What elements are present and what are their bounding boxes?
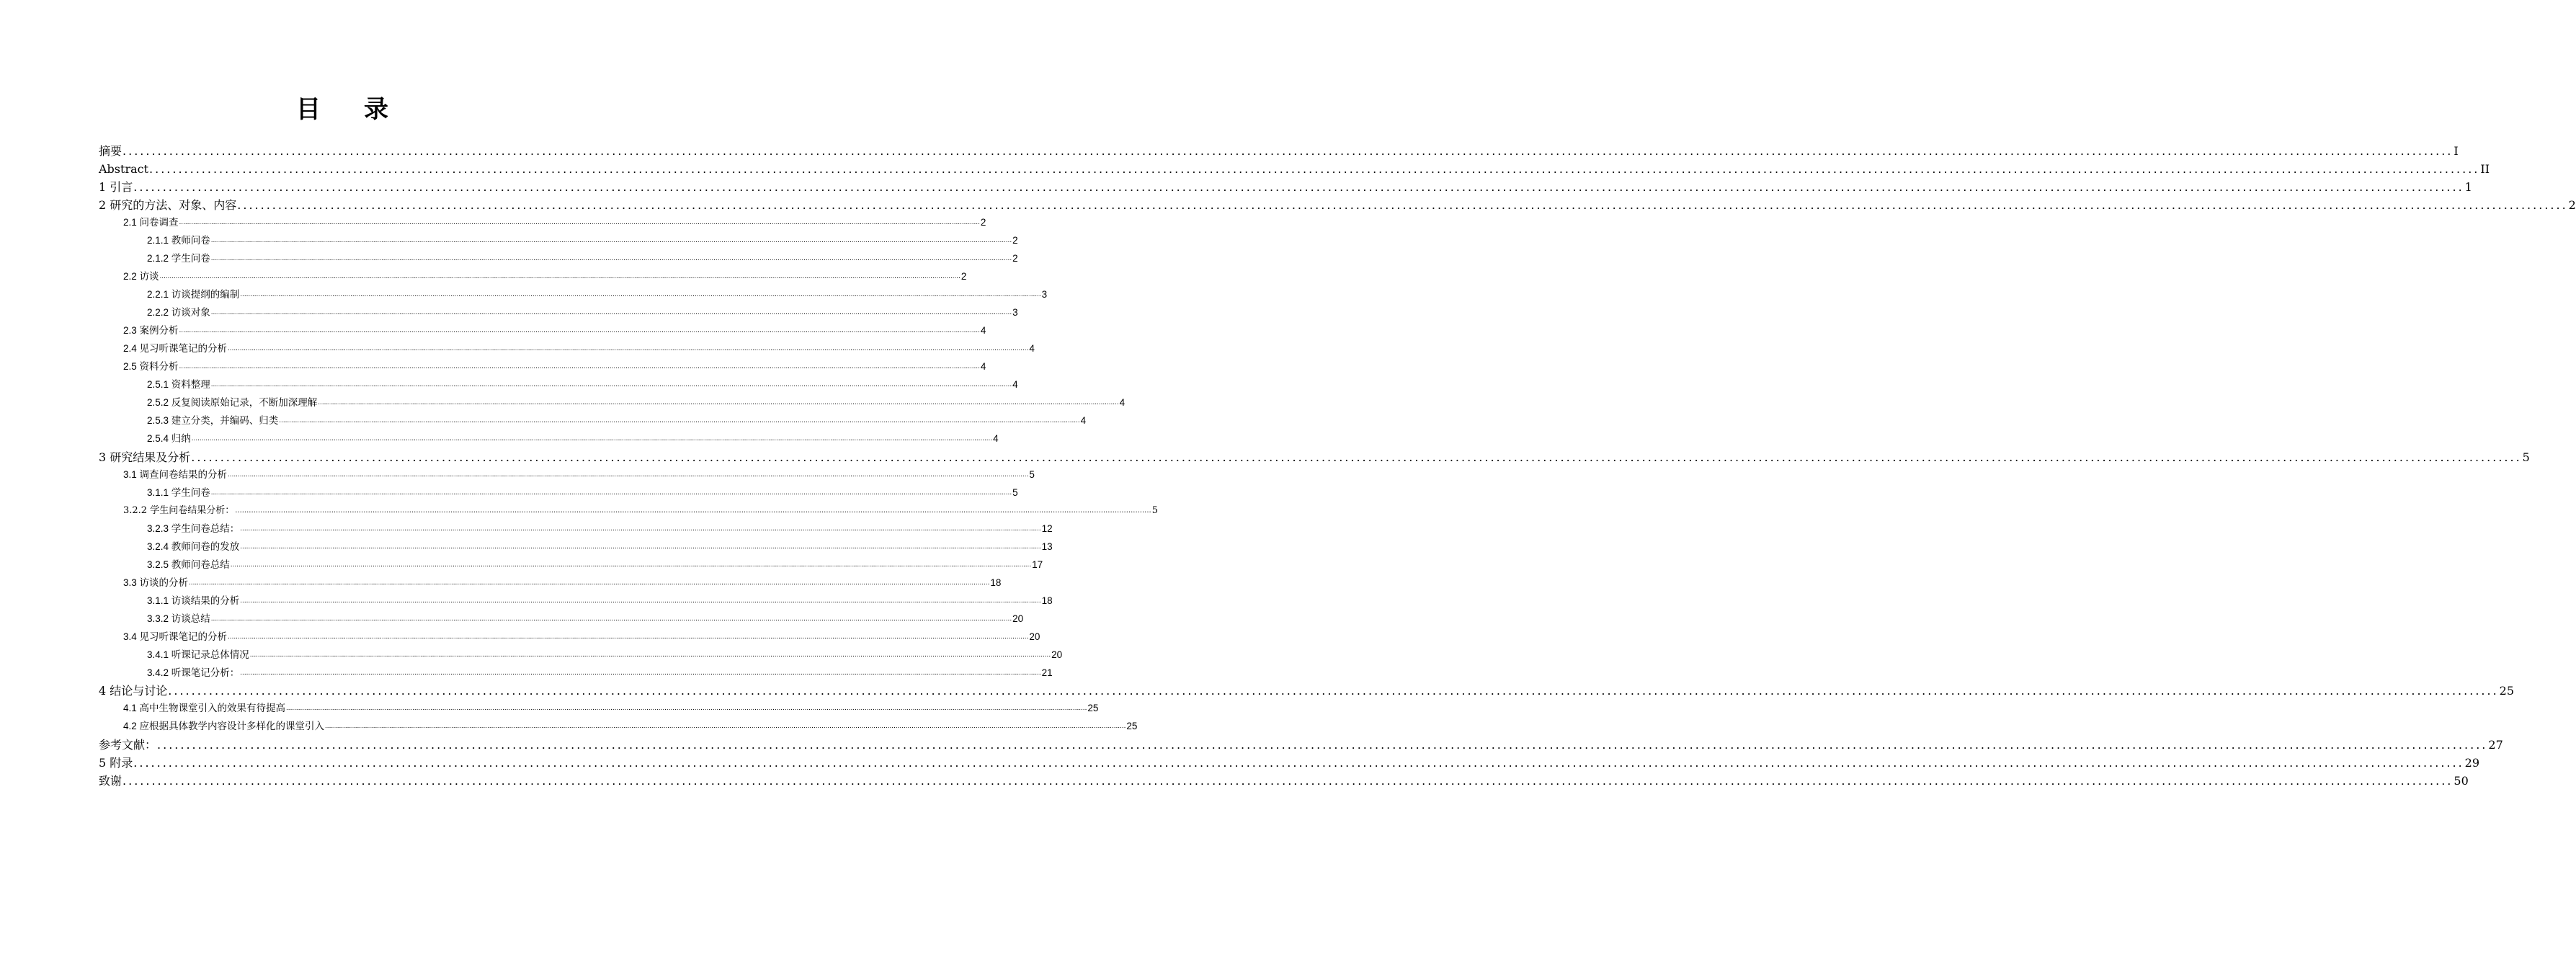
toc-entry[interactable]: 3.2.2 学生问卷结果分析： ................................................................................................................................................................................................................................................................................................................................................................................................................ 5: [123, 505, 1158, 516]
toc-entry[interactable]: 参考文献： ................................................................................................................................................................................................................................................................................................................................................................................................................ 27: [99, 738, 2503, 752]
toc-entry[interactable]: 3.4.2 听课笔记分析： ................................................................................................................................................................................................................................................................................................................................................................................................................ 21: [147, 667, 1053, 678]
page-title: [0, 89, 685, 125]
title-char-1: 目: [296, 95, 321, 124]
toc-entry[interactable]: 3.3.2 访谈总结 ................................................................................................................................................................................................................................................................................................................................................................................................................ 20: [147, 613, 1024, 624]
toc-entry[interactable]: 2.5.4 归纳 ................................................................................................................................................................................................................................................................................................................................................................................................................ 4: [147, 433, 999, 444]
toc-entry[interactable]: 2.3 案例分析 ................................................................................................................................................................................................................................................................................................................................................................................................................ 4: [123, 325, 986, 336]
toc-entry[interactable]: 3.1.1 访谈结果的分析 ................................................................................................................................................................................................................................................................................................................................................................................................................ 18: [147, 595, 1053, 606]
toc-entry[interactable]: 2.5.2 反复阅读原始记录，不断加深理解 ................................................................................................................................................................................................................................................................................................................................................................................................................ 4: [147, 397, 1126, 408]
toc-entry[interactable]: 3.3 访谈的分析 ................................................................................................................................................................................................................................................................................................................................................................................................................ 18: [123, 577, 1002, 588]
toc-entry[interactable]: 2.2.2 访谈对象 ................................................................................................................................................................................................................................................................................................................................................................................................................ 3: [147, 307, 1018, 318]
toc-entry[interactable]: 3.2.3 学生问卷总结： ................................................................................................................................................................................................................................................................................................................................................................................................................ 12: [147, 523, 1053, 534]
toc-entry[interactable]: 3.4 见习听课笔记的分析 ................................................................................................................................................................................................................................................................................................................................................................................................................ 20: [123, 631, 1040, 642]
toc-entry[interactable]: 2.1 问卷调查 ................................................................................................................................................................................................................................................................................................................................................................................................................ 2: [123, 217, 986, 228]
toc-entry[interactable]: 2.1.1 教师问卷 ................................................................................................................................................................................................................................................................................................................................................................................................................ 2: [147, 235, 1018, 246]
toc-entry[interactable]: 2.2.1 访谈提纲的编制 ................................................................................................................................................................................................................................................................................................................................................................................................................ 3: [147, 289, 1048, 300]
toc-entry[interactable]: 1 引言 ................................................................................................................................................................................................................................................................................................................................................................................................................ 1: [99, 180, 2472, 194]
toc-entry[interactable]: 2.5.3 建立分类，并编码、归类 ................................................................................................................................................................................................................................................................................................................................................................................................................ 4: [147, 415, 1087, 426]
toc-entry[interactable]: 3 研究结果及分析 ................................................................................................................................................................................................................................................................................................................................................................................................................ 5: [99, 450, 2530, 464]
toc-entry[interactable]: 2.1.2 学生问卷 ................................................................................................................................................................................................................................................................................................................................................................................................................ 2: [147, 253, 1018, 264]
toc-entry[interactable]: 4.2 应根据具体教学内容设计多样化的课堂引入 ................................................................................................................................................................................................................................................................................................................................................................................................................ 25: [123, 721, 1138, 731]
toc-entry[interactable]: 3.1.1 学生问卷 ................................................................................................................................................................................................................................................................................................................................................................................................................ 5: [147, 487, 1018, 498]
toc-entry[interactable]: 2.5 资料分析 ................................................................................................................................................................................................................................................................................................................................................................................................................ 4: [123, 361, 986, 372]
toc-entry[interactable]: 5 附录 ................................................................................................................................................................................................................................................................................................................................................................................................................ 29: [99, 756, 2480, 770]
toc-entry[interactable]: 摘要 ................................................................................................................................................................................................................................................................................................................................................................................................................ I: [99, 144, 2459, 158]
toc-entry[interactable]: 3.4.1 听课记录总体情况 ................................................................................................................................................................................................................................................................................................................................................................................................................ 20: [147, 649, 1063, 660]
toc-entry[interactable]: Abstract ................................................................................................................................................................................................................................................................................................................................................................................................................ II: [99, 162, 2490, 176]
toc-entry[interactable]: 3.2.5 教师问卷总结 ................................................................................................................................................................................................................................................................................................................................................................................................................ 17: [147, 559, 1043, 570]
title-char-2: 录: [364, 95, 388, 124]
toc-entry[interactable]: 4 结论与讨论 ................................................................................................................................................................................................................................................................................................................................................................................................................ 25: [99, 684, 2515, 698]
toc-entry[interactable]: 2.2 访谈 ................................................................................................................................................................................................................................................................................................................................................................................................................ 2: [123, 271, 967, 282]
toc-entry[interactable]: 2.4 见习听课笔记的分析 ................................................................................................................................................................................................................................................................................................................................................................................................................ 4: [123, 343, 1035, 354]
toc-entry[interactable]: 3.2.4 教师问卷的发放 ................................................................................................................................................................................................................................................................................................................................................................................................................ 13: [147, 541, 1053, 552]
toc-entry[interactable]: 3.1 调查问卷结果的分析 ................................................................................................................................................................................................................................................................................................................................................................................................................ 5: [123, 469, 1035, 480]
toc-entry[interactable]: 致谢 ................................................................................................................................................................................................................................................................................................................................................................................................................ 50: [99, 774, 2469, 788]
toc-entry[interactable]: 2.5.1 资料整理 ................................................................................................................................................................................................................................................................................................................................................................................................................ 4: [147, 379, 1018, 390]
toc-entry[interactable]: 2 研究的方法、对象、内容 ................................................................................................................................................................................................................................................................................................................................................................................................................ 2: [99, 198, 2576, 212]
toc-entry[interactable]: 4.1 高中生物课堂引入的效果有待提高 ................................................................................................................................................................................................................................................................................................................................................................................................................ 25: [123, 703, 1099, 713]
